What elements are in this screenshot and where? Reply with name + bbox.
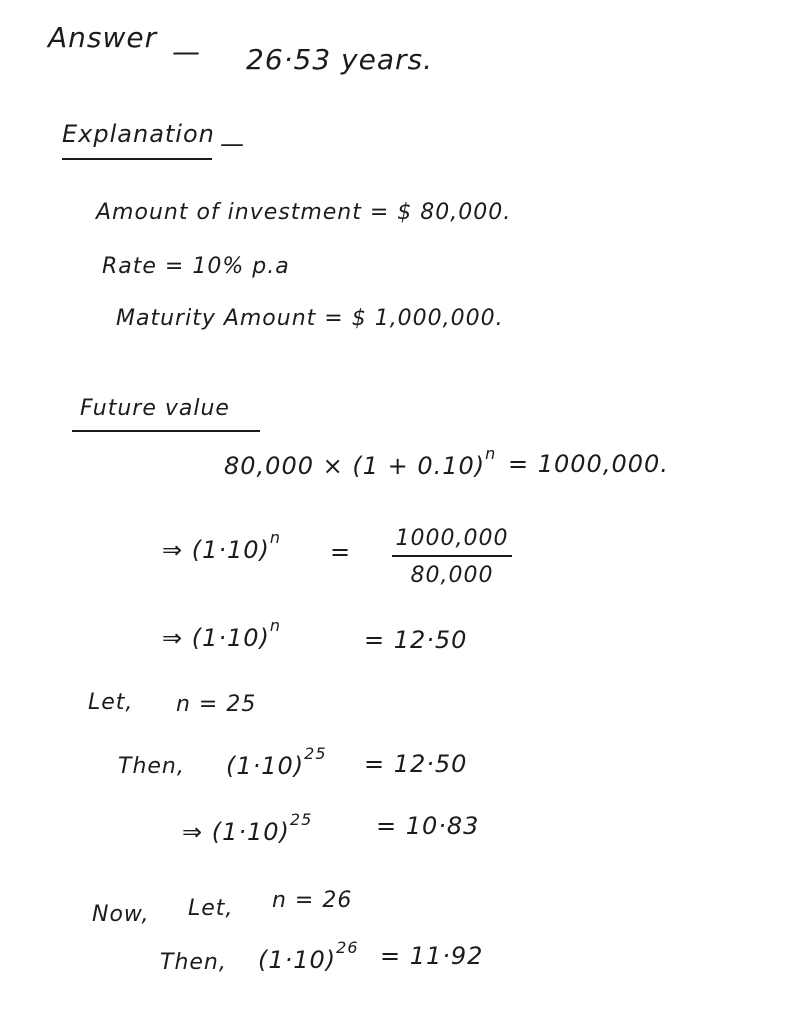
answer-dash: —: [172, 35, 201, 68]
then2-label: Then,: [160, 950, 227, 975]
then2-exponent: 26: [336, 938, 359, 957]
fv-equation-rhs: = 1000,000.: [508, 450, 669, 478]
future-value-underline: [72, 430, 260, 432]
let1-label: Let,: [88, 690, 134, 715]
let1-expr: n = 25: [176, 692, 257, 717]
step2-exponent: n: [269, 616, 282, 635]
step1-exponent: n: [269, 528, 282, 547]
fraction-denominator: 80,000: [410, 563, 494, 588]
then2-lhs: [258, 938, 359, 974]
step1-base: ⇒ (1·10): [162, 536, 270, 564]
explanation-underline: [62, 158, 212, 160]
then1-base: (1·10): [226, 752, 305, 780]
fv-equation-exponent: n: [485, 444, 497, 463]
then1-label: Then,: [118, 754, 185, 779]
step3-rhs: = 10·83: [376, 812, 480, 840]
step3-base: ⇒ (1·10): [182, 818, 290, 846]
step1-fraction: [392, 526, 512, 588]
explanation-heading: Explanation: [62, 120, 215, 148]
step2-rhs: = 12·50: [364, 626, 468, 654]
let2-let-label: Let,: [188, 896, 234, 921]
then1-exponent: 25: [304, 744, 327, 763]
step2-base: ⇒ (1·10): [162, 624, 270, 652]
step1-equals: =: [330, 538, 352, 566]
step2-lhs: [162, 616, 282, 652]
let2-expr: n = 26: [272, 888, 353, 913]
step3-lhs: [182, 810, 313, 846]
let2-now-label: Now,: [92, 902, 150, 927]
then2-base: (1·10): [258, 946, 337, 974]
answer-value: 26·53 years.: [246, 43, 434, 76]
investment-line: Amount of investment = $ 80,000.: [96, 200, 512, 225]
fv-equation-lhs: [224, 444, 497, 480]
explanation-dash: —: [220, 130, 245, 158]
rate-line: Rate = 10% p.a: [102, 254, 290, 279]
fv-equation-base: 80,000 × (1 + 0.10): [224, 452, 486, 480]
then1-lhs: [226, 744, 327, 780]
fraction-bar: [392, 555, 512, 557]
then1-rhs: = 12·50: [364, 750, 468, 778]
future-value-heading: Future value: [80, 396, 230, 421]
step1-lhs: [162, 528, 282, 564]
step3-exponent: 25: [289, 810, 313, 829]
fraction-numerator: 1000,000: [395, 526, 509, 551]
answer-label: Answer: [48, 21, 158, 54]
then2-rhs: = 11·92: [380, 942, 484, 970]
maturity-line: Maturity Amount = $ 1,000,000.: [116, 306, 504, 331]
